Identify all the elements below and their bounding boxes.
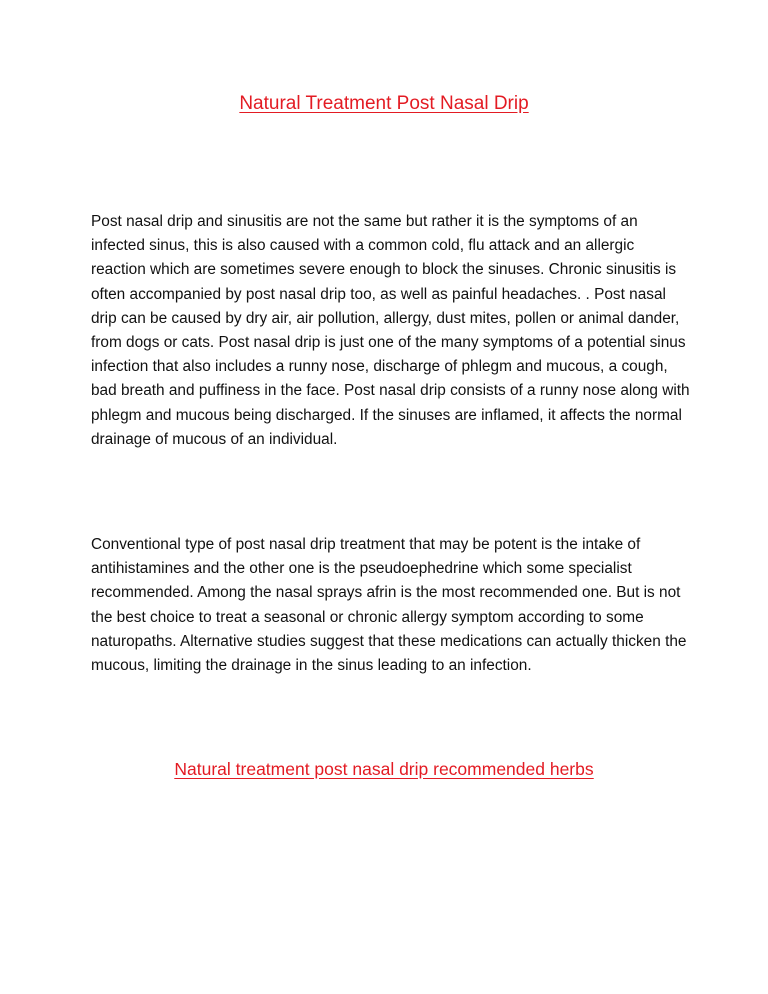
body-paragraph-1: Post nasal drip and sinusitis are not the same but rather it is the symptoms of an infected sinus, this is also caused with a common cold, flu attack and an allergic reaction which are sometimes severe enough to block the sinuses. Chronic sinusitis is often accompanied by post nasal drip too, as well as painful headaches. . Post nasal drip can be caused by dry air, air pollution, allergy, dust mites, pollen or animal dander, from dogs or cats. Post nasal drip is just one of the many symptoms of a potential sinus infection that also includes a runny nose, discharge of phlegm and mucous, a cough, bad breath and puffiness in the face. Post nasal drip consists of a runny nose along with phlegm and mucous being discharged. If the sinuses are inflamed, it affects the normal drainage of mucous of an individual. bbox=[91, 213, 690, 448]
section-heading bbox=[0, 759, 768, 780]
herbs-section-link[interactable]: Natural treatment post nasal drip recommended herbs bbox=[174, 759, 594, 779]
body-paragraph-2: Conventional type of post nasal drip treatment that may be potent is the intake of antihistamines and the other one is the pseudoephedrine which some specialist recommended. Among the nasal sprays afrin is the most recommended one. But is not the best choice to treat a seasonal or chronic allergy symptom according to some naturopaths. Alternative studies suggest that these medications can actually thicken the mucous, limiting the drainage in the sinus leading to an infection. bbox=[91, 536, 687, 675]
document-title: Natural Treatment Post Nasal Drip bbox=[239, 93, 529, 114]
